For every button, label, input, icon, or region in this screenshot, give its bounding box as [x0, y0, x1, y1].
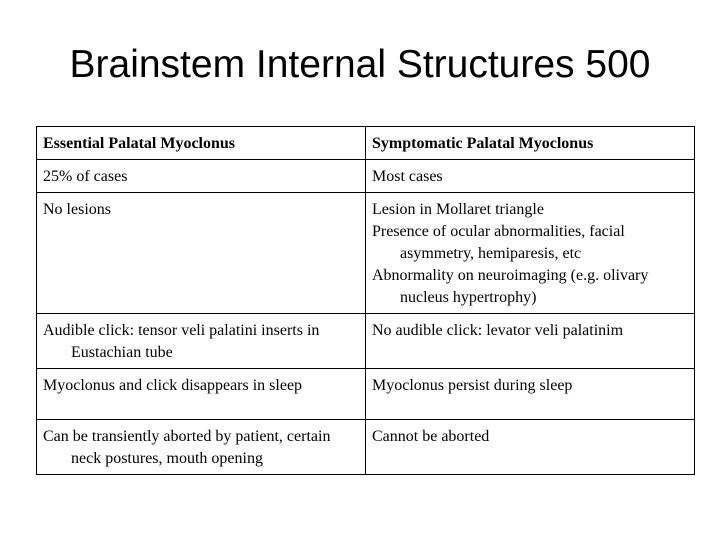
cell-text: Abnormality on neuroimaging (e.g. olivary nucleus hypertrophy)	[372, 267, 649, 306]
table-row	[37, 160, 695, 193]
symptomatic-cell	[366, 193, 695, 314]
table-row	[37, 314, 695, 369]
essential-cell	[37, 160, 366, 193]
slide-title: Brainstem Internal Structures 500	[69, 43, 651, 86]
symptomatic-cell	[366, 420, 695, 475]
table-row	[37, 193, 695, 314]
cell-text: Myoclonus and click disappears in sleep	[43, 377, 303, 394]
cell-text: Myoclonus persist during sleep	[372, 377, 573, 394]
cell-text: Audible click: tensor veli palatini inserts in Eustachian tube	[43, 322, 320, 361]
header-essential-label: Essential Palatal Myoclonus	[43, 135, 236, 152]
essential-cell	[37, 314, 366, 369]
header-symptomatic-label: Symptomatic Palatal Myoclonus	[372, 135, 594, 152]
symptomatic-cell	[366, 160, 695, 193]
essential-cell	[37, 369, 366, 420]
header-essential	[37, 127, 366, 160]
cell-text: Presence of ocular abnormalities, facial asymmetry, hemiparesis, etc	[372, 223, 625, 262]
cell-text: Cannot be aborted	[372, 428, 490, 445]
comparison-table	[36, 126, 695, 475]
table-row	[37, 420, 695, 475]
table-header-row	[37, 127, 695, 160]
table-row	[37, 369, 695, 420]
cell-text: 25% of cases	[43, 168, 128, 185]
cell-text: Most cases	[372, 168, 443, 185]
symptomatic-cell	[366, 314, 695, 369]
essential-cell	[37, 193, 366, 314]
cell-text: Can be transiently aborted by patient, certain neck postures, mouth opening	[43, 428, 331, 467]
essential-cell	[37, 420, 366, 475]
cell-text: No lesions	[43, 201, 111, 218]
header-symptomatic	[366, 127, 695, 160]
cell-text: No audible click: levator veli palatinim	[372, 322, 624, 339]
comparison-table-container	[36, 126, 694, 475]
symptomatic-cell	[366, 369, 695, 420]
cell-text: Lesion in Mollaret triangle	[372, 201, 544, 218]
